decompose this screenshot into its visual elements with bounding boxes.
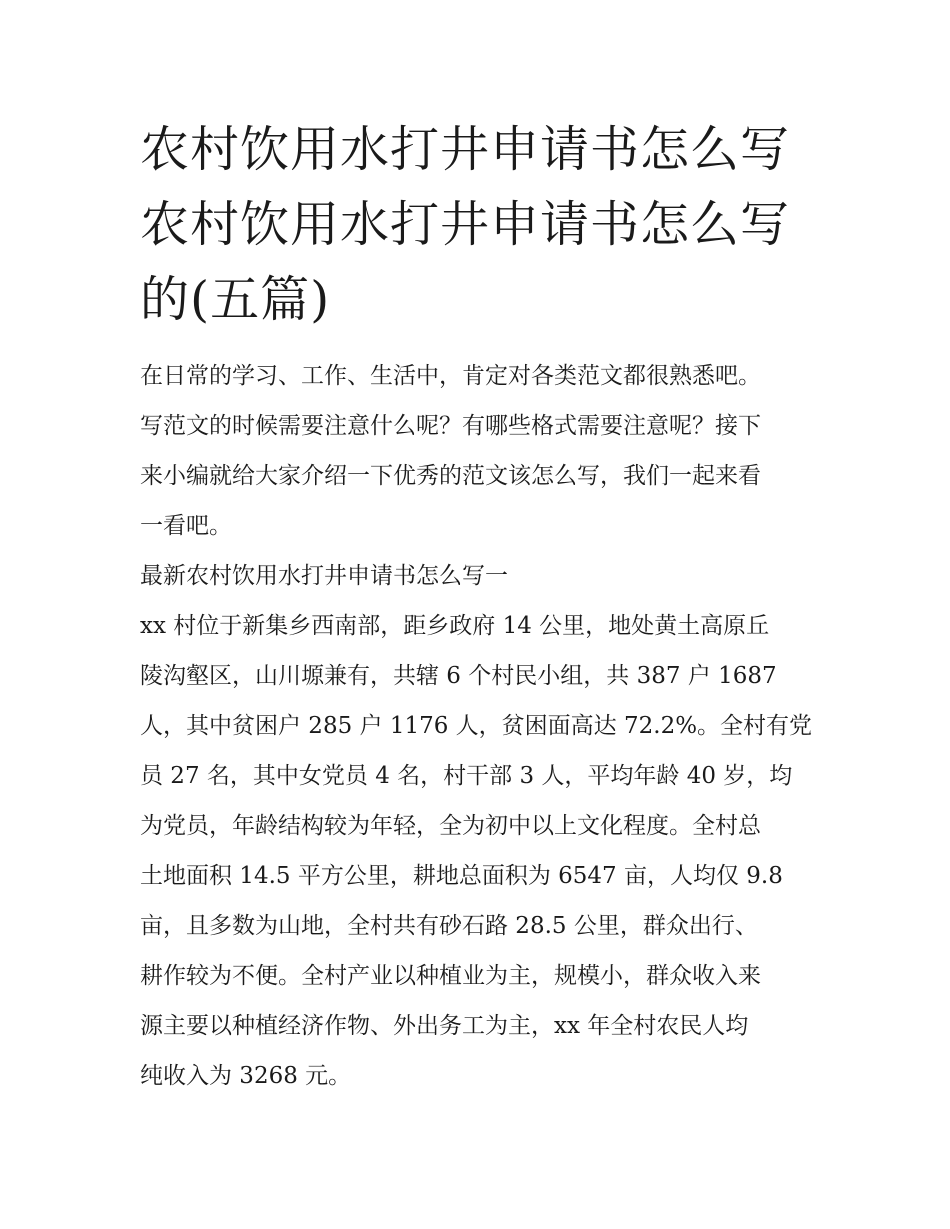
text-line: 写范文的时候需要注意什么呢？有哪些格式需要注意呢？接下 — [140, 413, 761, 439]
text-line: 一看吧。 — [140, 513, 232, 539]
body-paragraph — [140, 601, 820, 1101]
text-line: 人，其中贫困户 285 户 1176 人，贫困面高达 72.2%。全村有党 — [140, 713, 813, 739]
text-line: 陵沟壑区，山川塬兼有，共辖 6 个村民小组，共 387 户 1687 — [140, 663, 777, 689]
text-line: 纯收入为 3268 元。 — [140, 1063, 352, 1089]
document-title — [140, 112, 820, 337]
text-line: 来小编就给大家介绍一下优秀的范文该怎么写，我们一起来看 — [140, 463, 761, 489]
title-line: 农村饮用水打井申请书怎么写 — [140, 121, 791, 178]
title-line: 的(五篇) — [140, 271, 331, 328]
title-line: 农村饮用水打井申请书怎么写 — [140, 196, 791, 253]
text-line: 在日常的学习、工作、生活中，肯定对各类范文都很熟悉吧。 — [140, 363, 761, 389]
section-heading-text: 最新农村饮用水打井申请书怎么写一 — [140, 563, 508, 589]
text-line: 员 27 名，其中女党员 4 名，村干部 3 人，平均年龄 40 岁，均 — [140, 763, 793, 789]
text-line: xx 村位于新集乡西南部，距乡政府 14 公里，地处黄土高原丘 — [140, 613, 770, 639]
text-line: 土地面积 14.5 平方公里，耕地总面积为 6547 亩，人均仅 9.8 — [140, 863, 783, 889]
intro-paragraph — [140, 351, 820, 551]
document-body — [140, 351, 820, 1101]
text-line: 为党员，年龄结构较为年轻，全为初中以上文化程度。全村总 — [140, 813, 761, 839]
text-line: 亩，且多数为山地，全村共有砂石路 28.5 公里，群众出行、 — [140, 913, 758, 939]
text-line: 源主要以种植经济作物、外出务工为主，xx 年全村农民人均 — [140, 1013, 749, 1039]
text-line: 耕作较为不便。全村产业以种植业为主，规模小，群众收入来 — [140, 963, 761, 989]
section-heading — [140, 551, 820, 601]
document-content — [140, 112, 820, 1101]
